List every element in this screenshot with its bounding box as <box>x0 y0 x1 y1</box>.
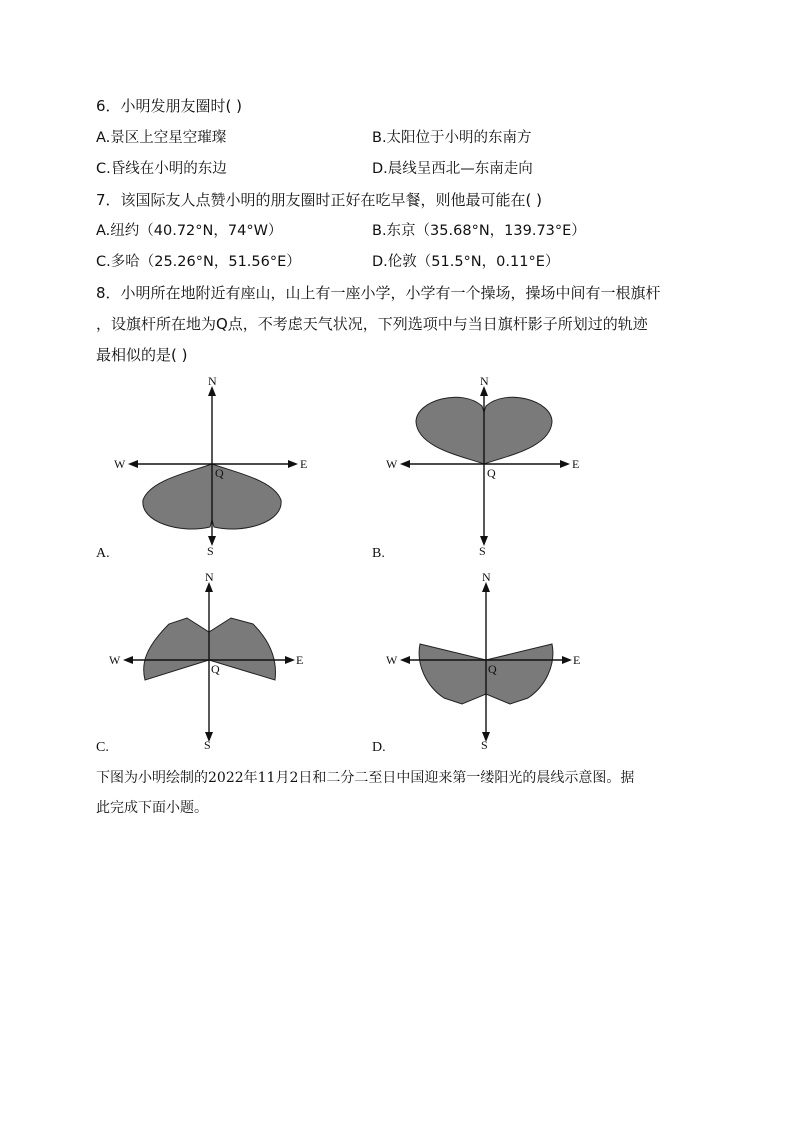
south-label: S <box>479 544 486 558</box>
diagram-d <box>382 568 582 758</box>
q6-stem: 6．小明发朋友圈时( ) <box>96 97 243 115</box>
q7-option-d: D.伦敦（51.5°N，0.11°E） <box>372 254 560 270</box>
diagram-b-label: B. <box>372 546 385 561</box>
intro-line-2: 此完成下面小题。 <box>96 800 208 816</box>
east-label: E <box>573 653 581 667</box>
diagram-c-label: C. <box>96 740 109 755</box>
q7-option-b: B.东京（35.68°N，139.73°E） <box>372 223 586 239</box>
intro-line-1: 下图为小明绘制的2022年11月2日和二分二至日中国迎来第一缕阳光的晨线示意图。据 <box>96 770 635 786</box>
q-point-label: Q <box>488 662 497 676</box>
diagram-d-label: D. <box>372 740 386 755</box>
north-label: N <box>480 374 489 388</box>
q-point-label: Q <box>211 662 220 676</box>
q6-option-a: A.景区上空星空璀璨 <box>96 130 227 146</box>
west-label: W <box>386 653 398 667</box>
q7-stem: 7．该国际友人点赞小明的朋友圈时正好在吃早餐，则他最可能在( ) <box>96 191 543 209</box>
east-label: E <box>300 457 308 471</box>
q-point-label: Q <box>215 466 224 480</box>
south-label: S <box>204 738 211 752</box>
east-label: E <box>572 457 580 471</box>
south-label: S <box>481 738 488 752</box>
diagram-c <box>105 568 305 758</box>
west-label: W <box>114 457 126 471</box>
north-label: N <box>205 570 214 584</box>
east-label: E <box>296 653 304 667</box>
q7-option-c: C.多哈（25.26°N，51.56°E） <box>96 254 301 270</box>
north-label: N <box>482 570 491 584</box>
diagram-a-label: A. <box>96 546 110 561</box>
q8-stem-line-2: ，设旗杆所在地为Q点，不考虑天气状况，下列选项中与当日旗杆影子所划过的轨迹 <box>96 315 648 333</box>
south-label: S <box>207 544 214 558</box>
q8-stem-line-3: 最相似的是( ) <box>96 346 188 364</box>
q8-stem-line-1: 8．小明所在地附近有座山，山上有一座小学，小学有一个操场，操场中间有一根旗杆 <box>96 284 661 302</box>
q6-option-d: D.晨线呈西北—东南走向 <box>372 161 533 177</box>
west-label: W <box>386 457 398 471</box>
q7-option-a: A.纽约（40.72°N，74°W） <box>96 223 283 239</box>
diagram-a <box>110 372 310 562</box>
north-label: N <box>208 374 217 388</box>
diagram-b <box>382 372 582 562</box>
q6-option-c: C.昏线在小明的东边 <box>96 161 227 177</box>
west-label: W <box>109 653 121 667</box>
q-point-label: Q <box>487 466 496 480</box>
q6-option-b: B.太阳位于小明的东南方 <box>372 130 532 146</box>
